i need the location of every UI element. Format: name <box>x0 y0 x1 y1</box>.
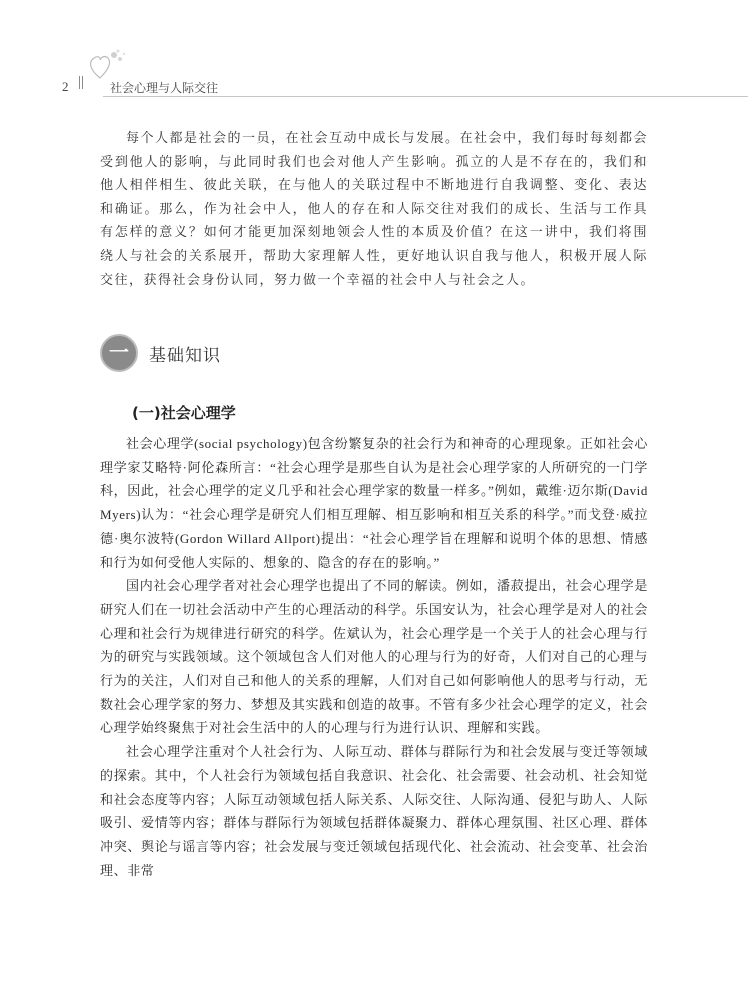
section-number: 一 <box>109 340 129 364</box>
body-paragraph: 社会心理学注重对个人社会行为、人际互动、群体与群际行为和社会发展与变迁等领域的探索。其中，个人社会行为领域包括自我意识、社会化、社会需要、社会动机、社会知觉和社会态度等内容；人际互动领域包括人际关系、人际交往、人际沟通、侵犯与助人、人际吸引、爱情等内容；群体与群际行为领域包括群体凝聚力、群体心理氛围、社区心理、群体冲突、舆论与谣言等内容；社会发展与变迁领域包括现代化、社会流动、社会变革、社会治理、非常 <box>100 744 648 878</box>
running-title: 社会心理与人际交往 <box>110 81 219 95</box>
header-separator: || <box>78 74 85 90</box>
page-number: 2 <box>62 79 69 94</box>
body-paragraph: 国内社会心理学者对社会心理学也提出了不同的解读。例如，潘菽提出，社会心理学是研究人们在一切社会活动中产生的心理活动的科学。乐国安认为，社会心理学是对人的社会心理和社会行为规律进行研究的科学。佐斌认为，社会心理学是一个关于人的社会心理与行为的研究与实践领域。这个领域包含人们对他人的心理与行为的好奇，人们对自己的心理与行为的关注，人们对自己和他人的关系的理解，人们对自己如何影响他人的思考与行动，无数社会心理学家的努力、梦想及其实践和创造的故事。不管有多少社会心理学的定义，社会心理学始终聚焦于对社会生活中的人的心理与行为进行认识、理解和实践。 <box>100 578 648 736</box>
subsection-title: (一)社会心理学 <box>132 404 236 422</box>
header-rule <box>103 96 748 97</box>
running-header <box>0 0 750 100</box>
body-paragraph: 社会心理学(social psychology)包含纷繁复杂的社会行为和神奇的心理现象。正如社会心理学家艾略特·阿伦森所言：“社会心理学是那些自认为是社会心理学家的人所研究的一门学科，因此，社会心理学的定义几乎和社会心理学家的数量一样多。”例如，戴维·迈尔斯(David Myers)认为：“社会心理学是研究人们相互理解、相互影响和相互关系的科学。”而戈登·威拉德·奥尔波特(Gordon Willard Allport)提出：“社会心理学旨在理解和说明个体的思想、情感和行为如何受他人实际的、想象的、隐含的存在的影响。” <box>100 436 648 570</box>
heart-ornament-icon <box>88 48 128 82</box>
section-title: 基础知识 <box>149 346 221 366</box>
body-text <box>100 432 648 882</box>
intro-paragraph: 每个人都是社会的一员，在社会互动中成长与发展。在社会中，我们每时每刻都会受到他人的影响，与此同时我们也会对他人产生影响。孤立的人是不存在的，我们和他人相伴相生、彼此关联，在与他人的关联过程中不断地进行自我调整、变化、表达和确证。那么，作为社会中人，他人的存在和人际交往对我们的成长、生活与工作具有怎样的意义？如何才能更加深刻地领会人性的本质及价值？在这一讲中，我们将围绕人与社会的关系展开，帮助大家理解人性，更好地认识自我与他人，积极开展人际交往，获得社会身份认同，努力做一个幸福的社会中人与社会之人。 <box>100 131 649 288</box>
section-heading <box>100 334 400 374</box>
